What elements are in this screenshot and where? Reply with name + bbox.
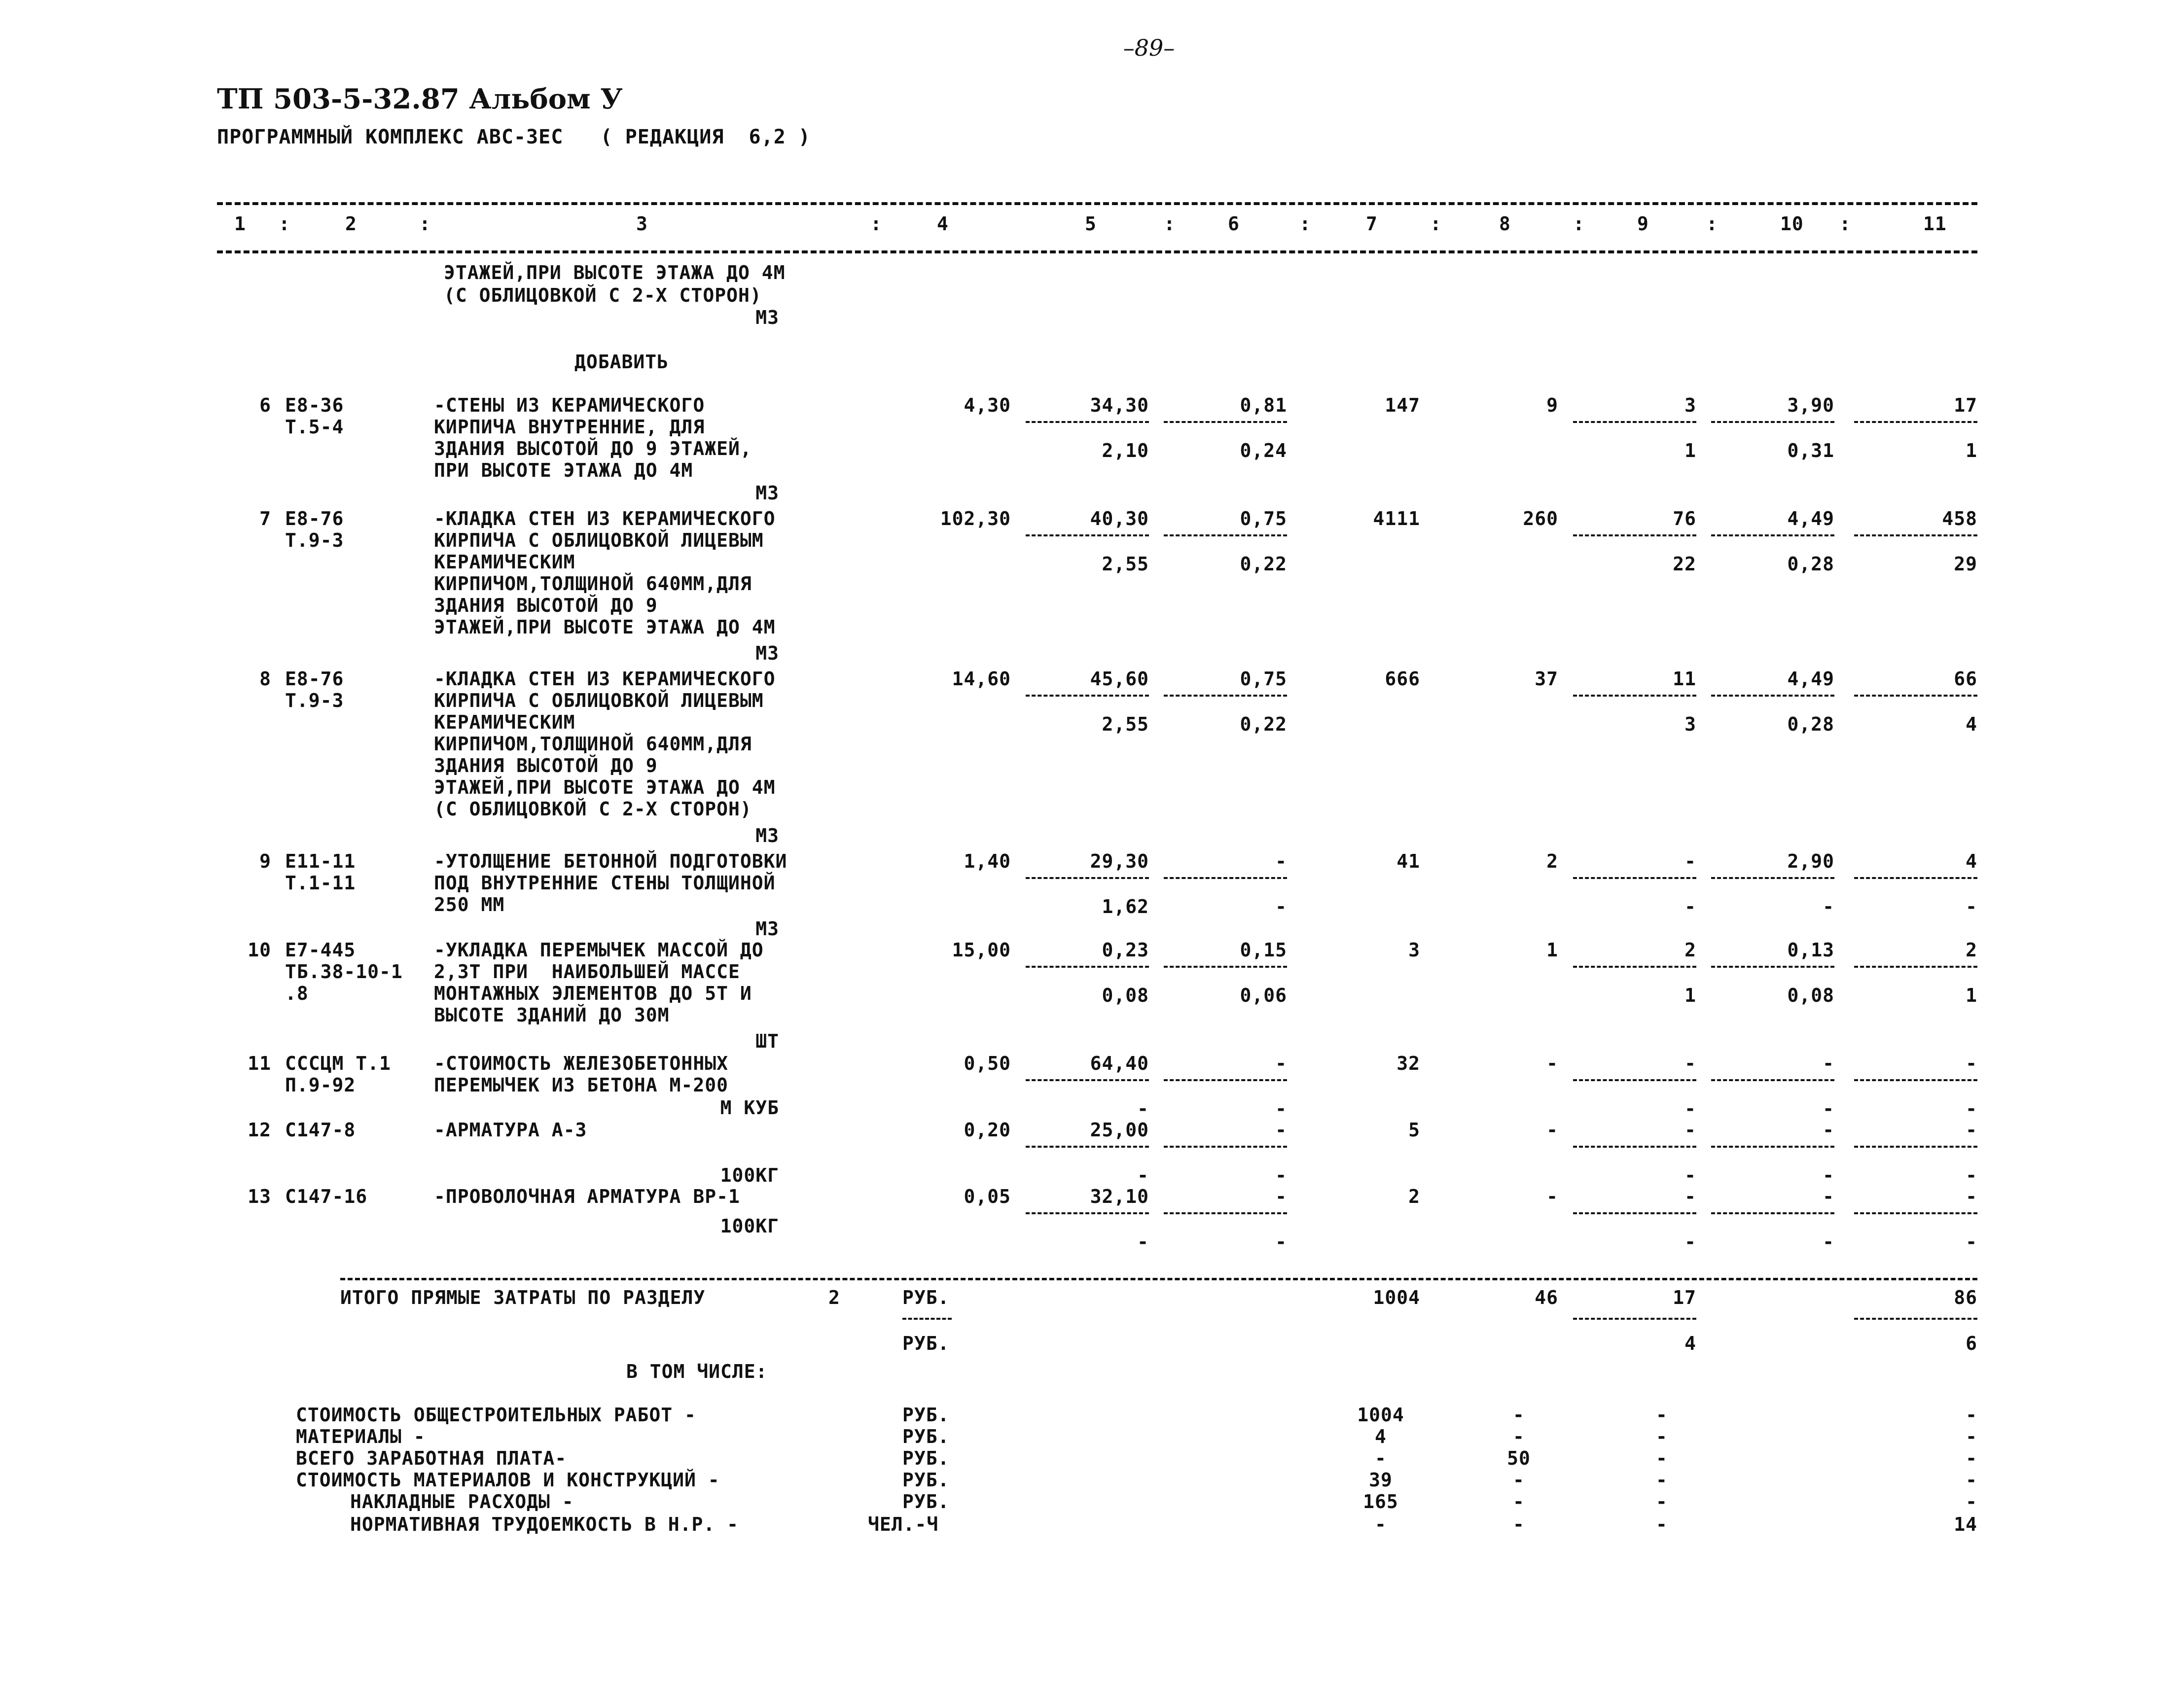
row-description: -ПРОВОЛОЧНАЯ АРМАТУРА ВР-1 bbox=[434, 1186, 740, 1207]
row-col9: 11 bbox=[1673, 668, 1696, 690]
summary-label: СТОИМОСТЬ ОБЩЕСТРОИТЕЛЬНЫХ РАБОТ - bbox=[296, 1404, 696, 1426]
row-unit: 100КГ bbox=[720, 1164, 779, 1186]
summary-col8: - bbox=[1513, 1404, 1525, 1426]
row-col5-lower: 2,10 bbox=[1102, 440, 1149, 461]
row-col10-lower: - bbox=[1823, 1164, 1834, 1186]
row-col8: 1 bbox=[1546, 939, 1558, 961]
summary-col9: - bbox=[1656, 1447, 1668, 1469]
totals-col9: 17 bbox=[1673, 1287, 1696, 1308]
row-col6-rule bbox=[1164, 534, 1287, 536]
row-col11-rule bbox=[1854, 695, 1977, 697]
row-code: СССЦМ Т.1 П.9-92 bbox=[285, 1053, 391, 1096]
row-col5-lower: - bbox=[1137, 1164, 1149, 1186]
row-col4: 102,30 bbox=[940, 508, 1011, 529]
row-col5-lower: 0,08 bbox=[1102, 985, 1149, 1006]
row-col7: 3 bbox=[1408, 939, 1420, 961]
row-col9: 2 bbox=[1684, 939, 1696, 961]
row-col4: 14,60 bbox=[952, 668, 1011, 690]
row-col5-rule bbox=[1026, 421, 1149, 423]
row-col10: - bbox=[1823, 1119, 1834, 1141]
column-header-7: 7 bbox=[1366, 213, 1378, 235]
row-col5: 45,60 bbox=[1090, 668, 1149, 690]
row-col6: 0,15 bbox=[1240, 939, 1287, 961]
row-col11: 17 bbox=[1954, 394, 1977, 416]
row-unit: ШТ bbox=[755, 1030, 779, 1052]
row-col4: 0,05 bbox=[964, 1186, 1011, 1207]
row-col10: 4,49 bbox=[1787, 668, 1834, 690]
row-unit: М3 bbox=[755, 482, 779, 504]
row-col6: - bbox=[1275, 1053, 1287, 1074]
row-col10-rule bbox=[1711, 877, 1834, 879]
continuation-text: ЭТАЖЕЙ,ПРИ ВЫСОТЕ ЭТАЖА ДО 4М (С ОБЛИЦОВКОЙ С 2-Х СТОРОН) bbox=[444, 262, 786, 306]
row-code: Е8-36 Т.5-4 bbox=[285, 394, 344, 438]
row-col10-rule bbox=[1711, 421, 1834, 423]
row-col7: 4111 bbox=[1373, 508, 1420, 529]
row-description: -УКЛАДКА ПЕРЕМЫЧЕК МАССОЙ ДО 2,3Т ПРИ НАИБОЛЬШЕЙ МАССЕ МОНТАЖНЫХ ЭЛЕМЕНТОВ ДО 5Т И ВЫСОТЕ ЗДАНИЙ ДО 30М bbox=[434, 939, 764, 1026]
row-col5: 29,30 bbox=[1090, 850, 1149, 872]
row-col9-lower: - bbox=[1684, 1164, 1696, 1186]
row-col6-rule bbox=[1164, 695, 1287, 697]
row-col4: 0,50 bbox=[964, 1053, 1011, 1074]
summary-label: СТОИМОСТЬ МАТЕРИАЛОВ И КОНСТРУКЦИЙ - bbox=[296, 1469, 720, 1491]
column-separator: : bbox=[1299, 213, 1311, 235]
row-col11-lower: - bbox=[1966, 896, 1977, 917]
row-col10-lower: - bbox=[1823, 1231, 1834, 1253]
row-col11-rule bbox=[1854, 1146, 1977, 1148]
row-col9-rule bbox=[1573, 877, 1696, 879]
summary-col11: - bbox=[1966, 1491, 1977, 1513]
totals-unit-2: РУБ. bbox=[902, 1333, 950, 1354]
row-unit: М3 bbox=[755, 918, 779, 940]
row-col11: 4 bbox=[1966, 850, 1977, 872]
row-col9-rule bbox=[1573, 534, 1696, 536]
summary-unit: РУБ. bbox=[902, 1404, 950, 1426]
row-col6-rule bbox=[1164, 1212, 1287, 1214]
summary-col11: 14 bbox=[1954, 1513, 1977, 1535]
row-col9-lower: 1 bbox=[1684, 440, 1696, 461]
summary-col8: 50 bbox=[1507, 1447, 1531, 1469]
row-col6-lower: 0,22 bbox=[1240, 713, 1287, 735]
column-separator: : bbox=[419, 213, 431, 235]
row-col10-lower: 0,08 bbox=[1787, 985, 1834, 1006]
row-col6-rule bbox=[1164, 421, 1287, 423]
row-col9-rule bbox=[1573, 966, 1696, 968]
column-separator: : bbox=[1164, 213, 1176, 235]
totals-col11: 86 bbox=[1954, 1287, 1977, 1308]
row-col9-lower: 1 bbox=[1684, 985, 1696, 1006]
row-code: Е8-76 Т.9-3 bbox=[285, 508, 344, 551]
row-col10-rule bbox=[1711, 534, 1834, 536]
row-col5-rule bbox=[1026, 966, 1149, 968]
row-col7: 32 bbox=[1396, 1053, 1420, 1074]
row-col6-lower: - bbox=[1275, 1231, 1287, 1253]
row-col5-rule bbox=[1026, 1079, 1149, 1081]
summary-col11: - bbox=[1966, 1469, 1977, 1491]
row-col10: - bbox=[1823, 1053, 1834, 1074]
column-header-8: 8 bbox=[1499, 213, 1511, 235]
row-col11-lower: 1 bbox=[1966, 985, 1977, 1006]
column-header-6: 6 bbox=[1228, 213, 1240, 235]
summary-col9: - bbox=[1656, 1513, 1668, 1535]
row-col8: - bbox=[1546, 1053, 1558, 1074]
summary-col8: - bbox=[1513, 1491, 1525, 1513]
row-col8: 9 bbox=[1546, 394, 1558, 416]
row-col11-lower: - bbox=[1966, 1164, 1977, 1186]
summary-col9: - bbox=[1656, 1426, 1668, 1447]
row-col11-rule bbox=[1854, 877, 1977, 879]
row-col8: - bbox=[1546, 1119, 1558, 1141]
row-number: 6 bbox=[259, 394, 271, 416]
row-col9-rule bbox=[1573, 1079, 1696, 1081]
summary-label: НАКЛАДНЫЕ РАСХОДЫ - bbox=[350, 1491, 574, 1513]
summary-unit: РУБ. bbox=[902, 1491, 950, 1513]
row-col6: 0,75 bbox=[1240, 508, 1287, 529]
summary-col7: 4 bbox=[1375, 1426, 1387, 1447]
row-col10-rule bbox=[1711, 966, 1834, 968]
row-unit: М3 bbox=[755, 642, 779, 664]
row-code: Е7-445 ТБ.38-10-1 .8 bbox=[285, 939, 403, 1004]
row-col6-lower: 0,24 bbox=[1240, 440, 1287, 461]
row-col7: 666 bbox=[1385, 668, 1420, 690]
row-col5-lower: - bbox=[1137, 1231, 1149, 1253]
totals-unit-rule bbox=[902, 1318, 952, 1320]
summary-label: НОРМАТИВНАЯ ТРУДОЕМКОСТЬ В Н.Р. - bbox=[350, 1513, 739, 1535]
row-col7: 147 bbox=[1385, 394, 1420, 416]
row-col11: 458 bbox=[1942, 508, 1977, 529]
totals-col9-rule bbox=[1573, 1318, 1696, 1320]
row-col9-lower: 22 bbox=[1673, 553, 1696, 575]
row-code: С147-8 bbox=[285, 1119, 356, 1141]
row-number: 12 bbox=[248, 1119, 271, 1141]
row-number: 13 bbox=[248, 1186, 271, 1207]
row-col5: 25,00 bbox=[1090, 1119, 1149, 1141]
summary-col9: - bbox=[1656, 1404, 1668, 1426]
summary-unit: ЧЕЛ.-Ч bbox=[868, 1513, 939, 1535]
row-col6: - bbox=[1275, 1186, 1287, 1207]
row-col5-rule bbox=[1026, 1212, 1149, 1214]
row-col11-rule bbox=[1854, 1079, 1977, 1081]
row-number: 8 bbox=[259, 668, 271, 690]
totals-col11-rule bbox=[1854, 1318, 1977, 1320]
totals-col9b: 4 bbox=[1684, 1333, 1696, 1354]
summary-label: МАТЕРИАЛЫ - bbox=[296, 1426, 426, 1447]
column-header-1: 1 bbox=[234, 213, 246, 235]
column-separator: : bbox=[1839, 213, 1851, 235]
row-col10-rule bbox=[1711, 1079, 1834, 1081]
totals-col8: 46 bbox=[1535, 1287, 1558, 1308]
row-number: 10 bbox=[248, 939, 271, 961]
summary-col9: - bbox=[1656, 1491, 1668, 1513]
summary-col7: 39 bbox=[1369, 1469, 1393, 1491]
row-col6-rule bbox=[1164, 1079, 1287, 1081]
row-col6-rule bbox=[1164, 966, 1287, 968]
row-col5: 34,30 bbox=[1090, 394, 1149, 416]
row-col10: 2,90 bbox=[1787, 850, 1834, 872]
row-col5-lower: 1,62 bbox=[1102, 896, 1149, 917]
page-number: –89– bbox=[1123, 35, 1175, 61]
row-col8: 37 bbox=[1535, 668, 1558, 690]
row-col9: - bbox=[1684, 1119, 1696, 1141]
column-header-11: 11 bbox=[1923, 213, 1947, 235]
row-col9: - bbox=[1684, 1053, 1696, 1074]
summary-col11: - bbox=[1966, 1447, 1977, 1469]
totals-label: ИТОГО ПРЯМЫЕ ЗАТРАТЫ ПО РАЗДЕЛУ bbox=[340, 1287, 706, 1308]
row-col5: 40,30 bbox=[1090, 508, 1149, 529]
column-separator: : bbox=[279, 213, 290, 235]
row-col9: - bbox=[1684, 850, 1696, 872]
continuation-unit: М3 bbox=[755, 307, 779, 328]
row-col10-lower: - bbox=[1823, 1098, 1834, 1120]
row-col8: - bbox=[1546, 1186, 1558, 1207]
row-col5: 32,10 bbox=[1090, 1186, 1149, 1207]
row-col7: 41 bbox=[1396, 850, 1420, 872]
row-col9: 3 bbox=[1684, 394, 1696, 416]
row-col11: - bbox=[1966, 1119, 1977, 1141]
row-description: -СТЕНЫ ИЗ КЕРАМИЧЕСКОГО КИРПИЧА ВНУТРЕННИЕ, ДЛЯ ЗДАНИЯ ВЫСОТОЙ ДО 9 ЭТАЖЕЙ, ПРИ ВЫСОТЕ ЭТАЖА ДО 4М bbox=[434, 394, 752, 481]
row-col9-rule bbox=[1573, 695, 1696, 697]
row-description: -СТОИМОСТЬ ЖЕЛЕЗОБЕТОННЫХ ПЕРЕМЫЧЕК ИЗ БЕТОНА М-200 bbox=[434, 1053, 728, 1096]
row-col10: 3,90 bbox=[1787, 394, 1834, 416]
row-col4: 15,00 bbox=[952, 939, 1011, 961]
row-col4: 4,30 bbox=[964, 394, 1011, 416]
row-code: Е8-76 Т.9-3 bbox=[285, 668, 344, 711]
row-col6: 0,75 bbox=[1240, 668, 1287, 690]
row-col9: 76 bbox=[1673, 508, 1696, 529]
row-description: -КЛАДКА СТЕН ИЗ КЕРАМИЧЕСКОГО КИРПИЧА С ОБЛИЦОВКОЙ ЛИЦЕВЫМ КЕРАМИЧЕСКИМ КИРПИЧОМ,ТОЛЩИНОЙ 640ММ,ДЛЯ ЗДАНИЯ ВЫСОТОЙ ДО 9 ЭТАЖЕЙ,ПРИ ВЫСОТЕ ЭТАЖА ДО 4М (С ОБЛИЦОВКОЙ С 2-Х СТОРОН) bbox=[434, 668, 776, 820]
summary-unit: РУБ. bbox=[902, 1426, 950, 1447]
row-col11-lower: 4 bbox=[1966, 713, 1977, 735]
row-description: -КЛАДКА СТЕН ИЗ КЕРАМИЧЕСКОГО КИРПИЧА С ОБЛИЦОВКОЙ ЛИЦЕВЫМ КЕРАМИЧЕСКИМ КИРПИЧОМ,ТОЛЩИНОЙ 640ММ,ДЛЯ ЗДАНИЯ ВЫСОТОЙ ДО 9 ЭТАЖЕЙ,ПРИ ВЫСОТЕ ЭТАЖА ДО 4М bbox=[434, 508, 776, 638]
row-col9-rule bbox=[1573, 1146, 1696, 1148]
column-separator: : bbox=[1430, 213, 1442, 235]
row-number: 11 bbox=[248, 1053, 271, 1074]
row-col11: - bbox=[1966, 1186, 1977, 1207]
column-separator: : bbox=[1573, 213, 1585, 235]
row-col10-lower: 0,28 bbox=[1787, 553, 1834, 575]
totals-col11b: 6 bbox=[1966, 1333, 1977, 1354]
row-col11-lower: 1 bbox=[1966, 440, 1977, 461]
summary-col7: 1004 bbox=[1357, 1404, 1404, 1426]
row-col10-lower: 0,31 bbox=[1787, 440, 1834, 461]
row-col9: - bbox=[1684, 1186, 1696, 1207]
row-col6: 0,81 bbox=[1240, 394, 1287, 416]
row-col6-rule bbox=[1164, 1146, 1287, 1148]
row-col9-rule bbox=[1573, 421, 1696, 423]
row-col11: 66 bbox=[1954, 668, 1977, 690]
summary-col7: - bbox=[1375, 1447, 1387, 1469]
row-col6: - bbox=[1275, 1119, 1287, 1141]
row-col4: 0,20 bbox=[964, 1119, 1011, 1141]
row-col6-lower: - bbox=[1275, 1164, 1287, 1186]
column-header-5: 5 bbox=[1085, 213, 1097, 235]
row-col10: - bbox=[1823, 1186, 1834, 1207]
row-col11-rule bbox=[1854, 1212, 1977, 1214]
summary-col8: - bbox=[1513, 1426, 1525, 1447]
row-col5: 0,23 bbox=[1102, 939, 1149, 961]
row-col7: 2 bbox=[1408, 1186, 1420, 1207]
row-col11: 2 bbox=[1966, 939, 1977, 961]
row-col8: 2 bbox=[1546, 850, 1558, 872]
row-col6-lower: - bbox=[1275, 896, 1287, 917]
column-separator: : bbox=[870, 213, 882, 235]
row-col11-lower: 29 bbox=[1954, 553, 1977, 575]
row-col10-lower: - bbox=[1823, 896, 1834, 917]
row-col10-rule bbox=[1711, 1212, 1834, 1214]
row-code: С147-16 bbox=[285, 1186, 368, 1207]
row-unit: М КУБ bbox=[720, 1097, 779, 1119]
program-title: ПРОГРАММНЫЙ КОМПЛЕКС АВС-3ЕС ( РЕДАКЦИЯ 6,2 ) bbox=[217, 126, 811, 148]
row-code: Е11-11 Т.1-11 bbox=[285, 850, 356, 894]
summary-col8: - bbox=[1513, 1469, 1525, 1491]
row-col9-lower: - bbox=[1684, 1231, 1696, 1253]
row-col5-rule bbox=[1026, 877, 1149, 879]
totals-top-rule bbox=[340, 1278, 1977, 1280]
row-col10-lower: 0,28 bbox=[1787, 713, 1834, 735]
summary-col7: 165 bbox=[1363, 1491, 1398, 1513]
row-description: -АРМАТУРА А-3 bbox=[434, 1119, 587, 1141]
album-title: ТП 503-5-32.87 Альбом У bbox=[217, 83, 623, 115]
add-label: ДОБАВИТЬ bbox=[574, 351, 669, 373]
row-col10: 0,13 bbox=[1787, 939, 1834, 961]
row-col9-lower: - bbox=[1684, 896, 1696, 917]
summary-col11: - bbox=[1966, 1426, 1977, 1447]
row-col11: - bbox=[1966, 1053, 1977, 1074]
row-col5-lower: 2,55 bbox=[1102, 713, 1149, 735]
row-col5-lower: 2,55 bbox=[1102, 553, 1149, 575]
including-label: В ТОМ ЧИСЛЕ: bbox=[626, 1361, 768, 1382]
summary-col7: - bbox=[1375, 1513, 1387, 1535]
row-col10: 4,49 bbox=[1787, 508, 1834, 529]
row-col4: 1,40 bbox=[964, 850, 1011, 872]
row-col6-rule bbox=[1164, 877, 1287, 879]
column-separator: : bbox=[1706, 213, 1718, 235]
row-col6: - bbox=[1275, 850, 1287, 872]
row-col8: 260 bbox=[1523, 508, 1558, 529]
row-col9-lower: - bbox=[1684, 1098, 1696, 1120]
totals-col7: 1004 bbox=[1373, 1287, 1420, 1308]
row-col5-rule bbox=[1026, 534, 1149, 536]
row-unit: М3 bbox=[755, 825, 779, 846]
summary-unit: РУБ. bbox=[902, 1469, 950, 1491]
row-col5-rule bbox=[1026, 1146, 1149, 1148]
row-col11-lower: - bbox=[1966, 1231, 1977, 1253]
summary-col11: - bbox=[1966, 1404, 1977, 1426]
row-description: -УТОЛЩЕНИЕ БЕТОННОЙ ПОДГОТОВКИ ПОД ВНУТРЕННИЕ СТЕНЫ ТОЛЩИНОЙ 250 ММ bbox=[434, 850, 788, 915]
table-header-rule bbox=[217, 250, 1977, 253]
row-col9-rule bbox=[1573, 1212, 1696, 1214]
row-unit: 100КГ bbox=[720, 1215, 779, 1237]
row-col7: 5 bbox=[1408, 1119, 1420, 1141]
table-top-rule bbox=[217, 202, 1977, 205]
column-header-2: 2 bbox=[345, 213, 357, 235]
row-col11-rule bbox=[1854, 534, 1977, 536]
row-col10-rule bbox=[1711, 695, 1834, 697]
row-col5-rule bbox=[1026, 695, 1149, 697]
row-col6-lower: 0,06 bbox=[1240, 985, 1287, 1006]
row-col6-lower: - bbox=[1275, 1098, 1287, 1120]
column-header-4: 4 bbox=[937, 213, 949, 235]
row-number: 7 bbox=[259, 508, 271, 529]
summary-unit: РУБ. bbox=[902, 1447, 950, 1469]
column-header-10: 10 bbox=[1780, 213, 1804, 235]
row-col9-lower: 3 bbox=[1684, 713, 1696, 735]
row-col11-rule bbox=[1854, 421, 1977, 423]
totals-unit-1: РУБ. bbox=[902, 1287, 950, 1308]
totals-section: 2 bbox=[828, 1287, 840, 1308]
row-number: 9 bbox=[259, 850, 271, 872]
summary-label: ВСЕГО ЗАРАБОТНАЯ ПЛАТА- bbox=[296, 1447, 567, 1469]
row-col10-rule bbox=[1711, 1146, 1834, 1148]
summary-col8: - bbox=[1513, 1513, 1525, 1535]
row-col11-rule bbox=[1854, 966, 1977, 968]
row-col5: 64,40 bbox=[1090, 1053, 1149, 1074]
summary-col9: - bbox=[1656, 1469, 1668, 1491]
column-header-3: 3 bbox=[636, 213, 648, 235]
row-col5-lower: - bbox=[1137, 1098, 1149, 1120]
row-col6-lower: 0,22 bbox=[1240, 553, 1287, 575]
row-col11-lower: - bbox=[1966, 1098, 1977, 1120]
column-header-9: 9 bbox=[1637, 213, 1649, 235]
